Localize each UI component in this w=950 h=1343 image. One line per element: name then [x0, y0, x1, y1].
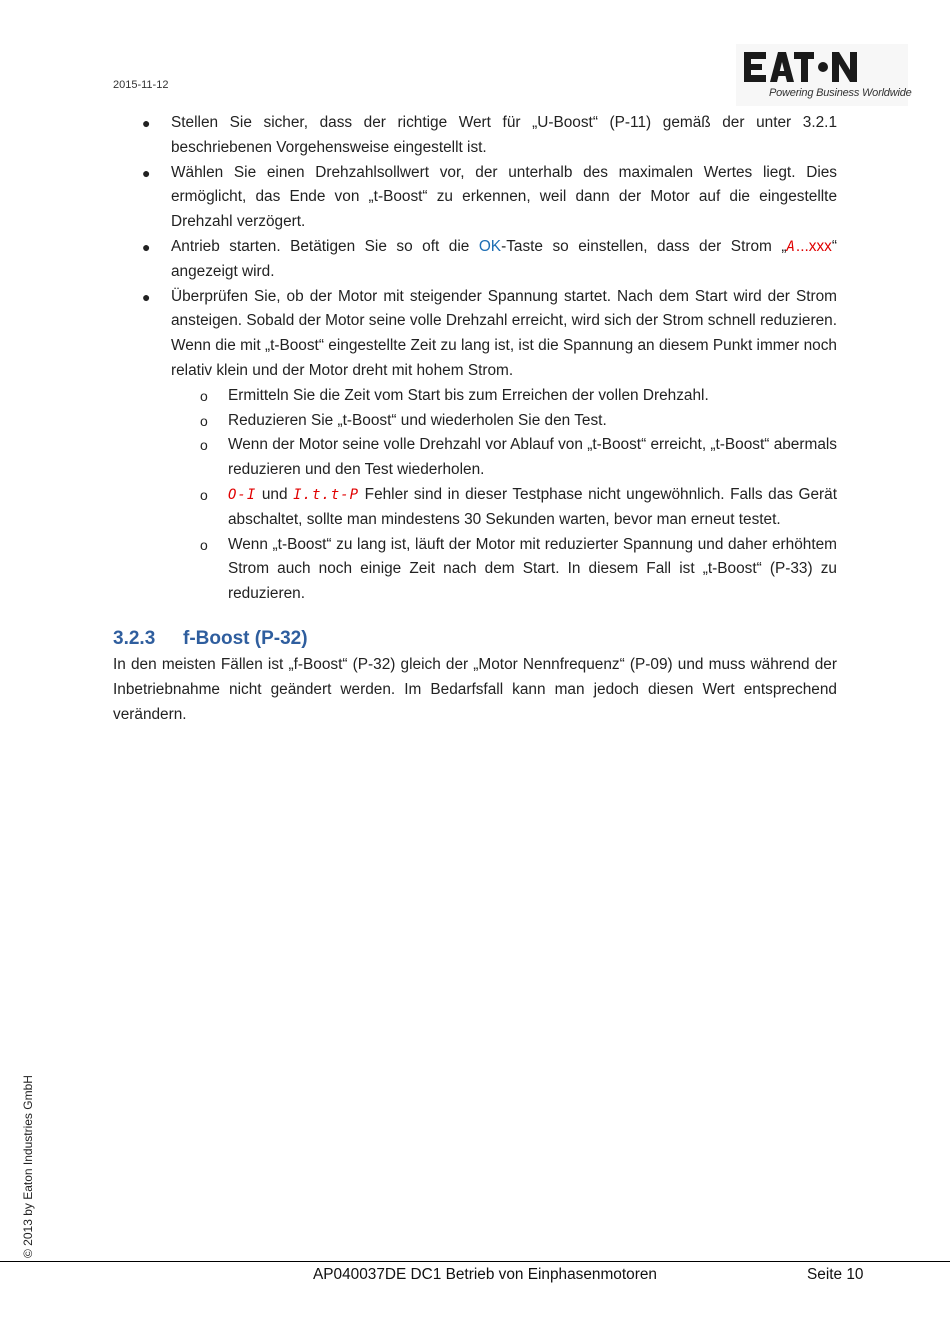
bullet-icon: ● — [142, 164, 151, 181]
circle-bullet-icon: o — [200, 387, 208, 404]
sub-list-item: o O-I und I.t.t-P Fehler sind in dieser Testphase nicht ungewöhnlich. Falls das Gerät abschaltet, sollte man mindestens 30 Sekunden warten, bevor man erneut testet. — [171, 483, 837, 533]
sub-list-item: o Ermitteln Sie die Zeit vom Start bis zum Erreichen der vollen Drehzahl. — [171, 384, 837, 409]
circle-bullet-icon: o — [200, 437, 208, 454]
sub-list-item: o Wenn „t-Boost“ zu lang ist, läuft der Motor mit reduzierter Spannung und daher erhöhtem Strom auch noch einige Zeit nach dem Start. In diesem Fall ist „t-Boost“ (P-33) zu reduzieren. — [171, 533, 837, 607]
section-number: 3.2.3 — [113, 627, 156, 649]
bullet-icon: ● — [142, 238, 151, 255]
eaton-logo — [736, 44, 912, 106]
sub-list — [171, 384, 837, 607]
eaton-wordmark — [744, 50, 858, 86]
section-paragraph: In den meisten Fällen ist „f-Boost“ (P-32) gleich der „Motor Nennfrequenz“ (P-09) und muss während der Inbetriebnahme nicht geändert werden. Im Bedarfsfall kann man jedoch diesen Wert entsprechend verändern. — [113, 655, 837, 723]
display-current-value: ...xxx — [795, 237, 832, 255]
circle-bullet-icon: o — [200, 412, 208, 429]
bullet-icon: ● — [142, 288, 151, 305]
error-code-overload: I.t.t-P — [293, 486, 360, 503]
section-heading — [113, 626, 837, 652]
copyright-notice: © 2013 by Eaton Industries GmbH — [21, 1075, 35, 1258]
list-item: ● Überprüfen Sie, ob der Motor mit steigender Spannung startet. Nach dem Start wird der Strom ansteigen. Sobald der Motor seine volle Drehzahl erreicht, wird sich der Strom schnell reduzieren. Wenn die mit „t-Boost“ eingestellte Zeit zu lang ist, ist die Spannung an diesem Punkt immer noch relativ klein und der Motor dreht mit hohem Strom. o Ermitteln Sie die Zeit vom Start bis zum Erreichen der vollen Drehzahl. o Reduzieren Sie „t-Boost“ und wiederholen Sie den Test. o Wenn der Motor seine volle Drehzahl vor Ablauf von „t-Boost“ erreicht, „t-Boost“ abermals reduzieren und den Test wiederholen. o O-I und I.t.t-P Fehler sind in dieser Testphase nicht ungewöhnlich. Falls das Gerät abschaltet, sollte man mindestens 30 Sekunden warten, bevor man erneut testet. o Wenn „t-Boost“ zu lang ist, läuft der Motor mit reduzierter Spannung und daher erhöhtem Strom auch noch einige Zeit nach dem Start. In diesem Fall ist „t-Boost“ (P-33) zu reduzieren. — [113, 285, 837, 607]
list-item: ● Stellen Sie sicher, dass der richtige Wert für „U-Boost“ (P-11) gemäß der unter 3.2.1 beschriebenen Vorgehensweise eingestellt ist. — [113, 111, 837, 161]
bullet-list — [113, 111, 837, 607]
header-date: 2015-11-12 — [113, 79, 169, 91]
main-content — [113, 111, 837, 727]
list-item: ● Antrieb starten. Betätigen Sie so oft die OK-Taste so einstellen, dass der Strom „A...xxx“ angezeigt wird. — [113, 235, 837, 285]
logo-tagline: Powering Business Worldwide — [769, 87, 912, 99]
error-code-overcurrent: O-I — [228, 486, 257, 503]
display-current-indicator: A — [786, 238, 796, 255]
circle-bullet-icon: o — [200, 536, 208, 553]
footer-divider — [0, 1261, 950, 1262]
bullet-icon: ● — [142, 115, 151, 131]
footer-page-number: Seite 10 — [807, 1266, 864, 1283]
circle-bullet-icon: o — [200, 486, 208, 503]
sub-list-item: o Wenn der Motor seine volle Drehzahl vor Ablauf von „t-Boost“ erreicht, „t-Boost“ abermals reduzieren und den Test wiederholen. — [171, 433, 837, 483]
list-item: ● Wählen Sie einen Drehzahlsollwert vor, der unterhalb des maximalen Wertes liegt. Dies ermöglicht, das Ende von „t-Boost“ zu erkennen, weil dann der Motor auf die eingestellte Drehzahl verzögert. — [113, 161, 837, 235]
ok-key-label: OK — [478, 237, 502, 255]
section-title: f-Boost (P-32) — [183, 627, 308, 649]
sub-list-item: o Reduzieren Sie „t-Boost“ und wiederholen Sie den Test. — [171, 409, 837, 434]
footer-document-title: AP040037DE DC1 Betrieb von Einphasenmotoren — [313, 1266, 657, 1283]
